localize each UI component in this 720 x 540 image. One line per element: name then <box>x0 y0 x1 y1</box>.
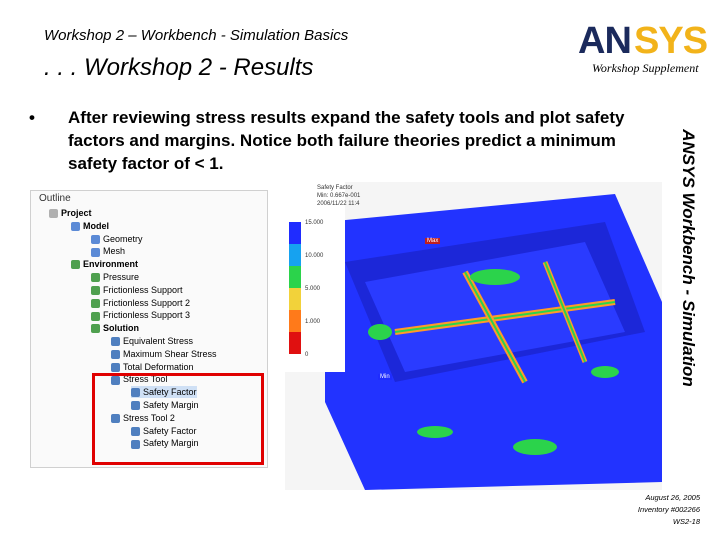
outline-item-label: Pressure <box>103 272 140 282</box>
tree-node-icon <box>91 312 100 321</box>
slide-footer <box>638 492 700 528</box>
outline-item[interactable] <box>49 207 92 219</box>
svg-text:SYS: SYS <box>634 20 708 58</box>
model-render <box>285 182 662 490</box>
outline-item-label: Model <box>83 220 109 231</box>
footer-date: August 26, 2005 <box>645 493 700 502</box>
workshop-supplement-label: Workshop Supplement <box>592 61 699 75</box>
min-probe-tag: Min <box>380 374 390 380</box>
outline-item-label: Frictionless Support 3 <box>103 310 191 321</box>
legend-tick-label: 10.000 <box>305 253 324 259</box>
outline-item-label: Equivalent Stress <box>123 336 194 346</box>
outline-item[interactable] <box>91 309 190 321</box>
outline-item-label: Safety Margin <box>143 400 199 410</box>
outline-item[interactable] <box>91 322 139 334</box>
legend-tick-label: 1.000 <box>305 319 321 325</box>
outline-item-label: Geometry <box>103 233 143 244</box>
outline-item[interactable] <box>71 258 138 270</box>
outline-item[interactable] <box>91 233 143 245</box>
outline-item-label: Mesh <box>103 246 126 257</box>
slide-subtitle: . . . Workshop 2 - Results <box>44 54 314 81</box>
legend-min: Min: 0.667e-001 <box>317 193 361 199</box>
outline-item-label: Safety Margin <box>143 438 199 449</box>
highlight-box <box>92 373 264 465</box>
footer-page: WS2-18 <box>672 517 700 526</box>
outline-item-label: Stress Tool <box>123 374 168 385</box>
outline-item-label: Environment <box>83 259 139 270</box>
outline-item-label: Frictionless Support <box>103 284 183 295</box>
footer-inventory: Inventory #002266 <box>637 505 700 514</box>
tree-node-icon <box>71 222 80 231</box>
outline-item[interactable] <box>91 284 183 296</box>
outline-item-label: Maximum Shear Stress <box>123 348 217 359</box>
tree-node-icon <box>111 337 120 346</box>
legend-tick-label: 0 <box>305 352 309 358</box>
outline-title: Outline <box>39 193 71 204</box>
legend-title: Safety Factor <box>317 185 353 191</box>
outline-item[interactable] <box>91 297 190 309</box>
slide-title: Workshop 2 – Workbench - Simulation Basics <box>44 27 349 44</box>
outline-item-label: Project <box>61 208 92 218</box>
side-banner-text: ANSYS Workbench - Simulation <box>679 129 698 387</box>
tree-node-icon <box>49 209 58 218</box>
tree-node-icon <box>91 299 100 308</box>
tree-node-icon <box>91 235 100 244</box>
outline-item[interactable] <box>111 348 217 360</box>
outline-item-label: Stress Tool 2 <box>123 412 175 423</box>
outline-item[interactable] <box>71 220 109 232</box>
tree-node-icon <box>91 248 100 257</box>
legend-header <box>317 184 360 208</box>
tree-node-icon <box>111 363 120 372</box>
side-banner <box>668 86 708 430</box>
tree-node-icon <box>91 273 100 282</box>
legend-tick-label: 15.000 <box>305 220 324 226</box>
svg-text:AN: AN <box>578 20 631 58</box>
tree-node-icon <box>71 260 80 269</box>
outline-item-label: Safety Factor <box>143 387 197 398</box>
outline-item-label: Safety Factor <box>143 425 197 436</box>
slide-header <box>0 0 720 90</box>
outline-item-label: Solution <box>103 323 139 334</box>
outline-item[interactable] <box>111 361 194 373</box>
tree-node-icon <box>111 350 120 359</box>
result-viewport <box>285 182 662 490</box>
outline-item-label: Total Deformation <box>123 361 194 372</box>
max-probe-tag: Max <box>427 238 439 244</box>
tree-node-icon <box>91 324 100 333</box>
tree-node-icon <box>91 286 100 295</box>
bullet-text: After reviewing stress results expand the safety tools and plot safety factors and margins. Notice both failure theories predict a minimum safety factor of < 1. <box>68 108 625 173</box>
outline-item[interactable] <box>91 245 125 257</box>
outline-item[interactable] <box>91 271 139 283</box>
legend-tick-label: 5.000 <box>305 286 321 292</box>
bullet-marker: • <box>29 108 35 127</box>
outline-item[interactable] <box>111 335 193 347</box>
ansys-logo <box>578 20 708 58</box>
legend-date: 2006/11/22 11:4 <box>317 201 360 207</box>
outline-item-label: Frictionless Support 2 <box>103 297 191 308</box>
